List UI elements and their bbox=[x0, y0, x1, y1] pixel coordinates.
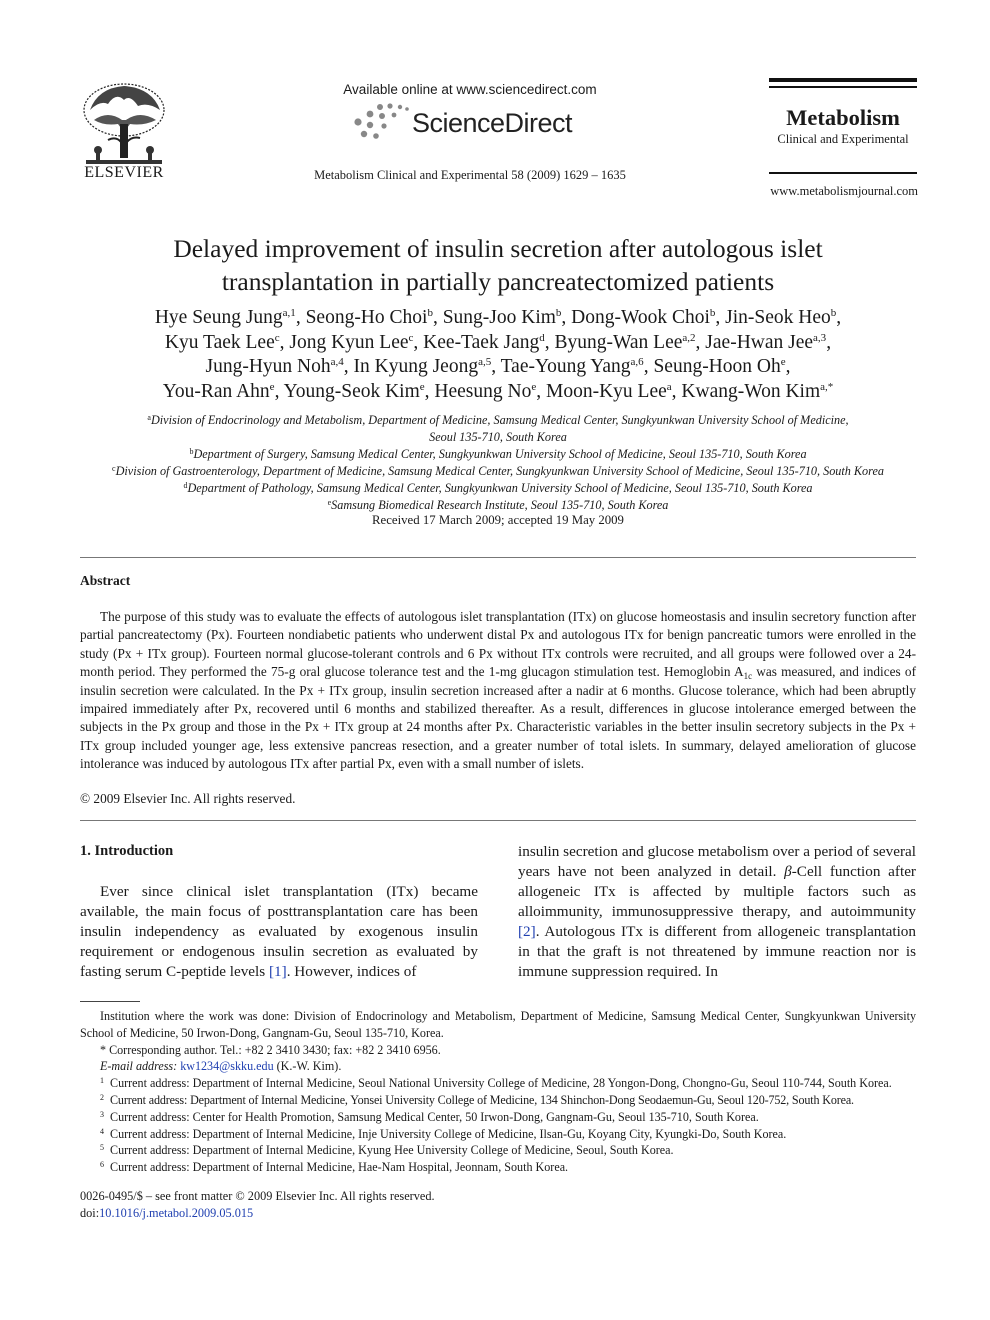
doi-link[interactable]: 10.1016/j.metabol.2009.05.015 bbox=[99, 1206, 254, 1220]
received-dates: Received 17 March 2009; accepted 19 May 2009 bbox=[372, 513, 624, 527]
affiliation: $^b$Department of Surgery, Samsung Medical Center, Sungkyunkwan University School of Medicine, Seoul 135-710, South Korea bbox=[189, 447, 807, 461]
journal-citation: Metabolism Clinical and Experimental 58 (2009) 1629 – 1635 bbox=[314, 168, 626, 182]
reference-link[interactable]: [2] bbox=[518, 923, 536, 940]
author-affil-mark: a,6 bbox=[630, 356, 644, 368]
author-name: Seung-Hoon Oh bbox=[653, 356, 781, 377]
footnotes bbox=[80, 1008, 916, 1176]
author-name: Dong-Wook Choi bbox=[571, 307, 710, 328]
author-affil-mark: a,4 bbox=[330, 356, 344, 368]
affiliation: $^e$Samsung Biomedical Research Institute, Seoul 135-710, South Korea bbox=[327, 498, 669, 512]
author-affil-mark: e bbox=[269, 380, 275, 393]
author-name: Young-Seok Kim bbox=[283, 380, 420, 402]
journal-subtitle: Clinical and Experimental bbox=[777, 132, 909, 146]
body-column-right: insulin secretion and glucose metabolism over a period of several years have not been analyzed in detail. β-Cell function after allogeneic ITx is affected by multiple factors such as alloimmunity, immunosuppressive therapy, and autoimmunity [2]. Autologous ITx is different from allogeneic transplantation in that the graft is not threatened by immune reaction nor is immune suppression required. In bbox=[518, 843, 916, 980]
author-affil-mark: b bbox=[427, 307, 433, 319]
author-affil-mark: e bbox=[419, 380, 425, 393]
masthead-rule bbox=[769, 78, 917, 82]
author-affil-mark: a,3 bbox=[813, 331, 827, 344]
masthead-rule bbox=[769, 172, 917, 174]
masthead-rule bbox=[769, 86, 917, 88]
affiliation: Seoul 135-710, South Korea bbox=[429, 430, 567, 444]
author-name: Kyu Taek Lee bbox=[164, 331, 275, 353]
affiliation: $^c$Division of Gastroenterology, Department of Medicine, Samsung Medical Center, Sungkyunkwan University School of Medicine, Seoul 135-710, South Korea bbox=[112, 464, 884, 478]
author-line: Hye Seung Jung$^{a,1}$, Seong-Ho Choi$^b$, Sung-Joo Kim$^b$, Dong-Wook Choi$^b$, Jin-Seok Heo$^b$, bbox=[154, 307, 842, 328]
author-line: Kyu Taek Lee$^c$, Jong Kyun Lee$^c$, Kee-Taek Jang$^d$, Byung-Wan Lee$^{a,2}$, Jae-Hwan Jee$^{a,3}$, bbox=[164, 331, 832, 353]
section-divider bbox=[80, 820, 916, 821]
footnote-corresponding: * Corresponding author. Tel.: +82 2 3410 3430; fax: +82 2 3410 6956. bbox=[100, 1042, 441, 1057]
footnote-email: E-mail address: kw1234@skku.edu (K.-W. Kim). bbox=[100, 1059, 342, 1074]
author-name: Seong-Ho Choi bbox=[305, 307, 428, 328]
author-name: Heesung No bbox=[434, 380, 532, 402]
author-name: In Kyung Jeong bbox=[353, 356, 479, 377]
email-link[interactable]: kw1234@skku.edu bbox=[180, 1059, 274, 1074]
footnote-current-address: $^5$ Current address: Department of Internal Medicine, Kyung Hee University College of Medicine, Seoul, South Korea. bbox=[100, 1143, 674, 1158]
author-list bbox=[80, 306, 916, 404]
footnote-rule bbox=[80, 1001, 140, 1002]
author-name: Kee-Taek Jang bbox=[423, 331, 540, 353]
author-affil-mark: c bbox=[408, 331, 414, 344]
affiliation: $^a$Division of Endocrinology and Metabolism, Department of Medicine, Samsung Medical Center, Sungkyunkwan University School of Medicine, bbox=[147, 413, 849, 427]
author-name: Tae-Young Yang bbox=[500, 356, 631, 377]
title-line: transplantation in partially pancreatectomized patients bbox=[221, 267, 775, 296]
author-affil-mark: d bbox=[539, 331, 545, 344]
publisher-name: ELSEVIER bbox=[84, 164, 164, 181]
author-affil-mark: b bbox=[709, 307, 716, 319]
author-name: Kwang-Won Kim bbox=[681, 380, 821, 402]
article-title bbox=[80, 232, 916, 298]
section-heading: 1. Introduction bbox=[80, 843, 174, 859]
author-name: You-Ran Ahn bbox=[162, 380, 270, 402]
author-affil-mark: c bbox=[274, 331, 280, 344]
author-name: Jong Kyun Lee bbox=[289, 331, 409, 353]
author-affil-mark: a,1 bbox=[282, 307, 296, 319]
footnote-current-address: $^2$ Current address: Department of Internal Medicine, Yonsei University College of Medicine, 134 Shinchon-Dong Seodaemun-Gu, Seoul 120-752, South Korea. bbox=[100, 1092, 854, 1107]
author-affil-mark: b bbox=[830, 307, 837, 319]
journal-url[interactable]: www.metabolismjournal.com bbox=[770, 184, 918, 198]
author-line: You-Ran Ahn$^e$, Young-Seok Kim$^e$, Heesung No$^e$, Moon-Kyu Lee$^a$, Kwang-Won Kim$^{a,*}$ bbox=[162, 380, 834, 402]
journal-title: Metabolism bbox=[786, 105, 900, 130]
footnote-current-address: $^1$ Current address: Department of Internal Medicine, Seoul National University College of Medicine, 28 Yongon-Dong, Chongno-Gu, Seoul 110-744, South Korea. bbox=[100, 1076, 892, 1091]
sciencedirect-wordmark: ScienceDirect bbox=[412, 108, 573, 138]
author-name: Sung-Joo Kim bbox=[442, 307, 556, 328]
footnote-current-address: $^4$ Current address: Department of Internal Medicine, Inje University College of Medicine, Ilsan-Gu, Koyang City, Kyungki-Do, South Korea. bbox=[100, 1126, 787, 1141]
sciencedirect-dots-icon bbox=[350, 102, 410, 142]
footnote-institution: Institution where the work was done: Division of Endocrinology and Metabolism, Department of Medicine, Samsung Medical Center, Sungkyunkwan University School of Medicine, 50 Irwon-Dong, Gangnam-Gu, Seoul 135-710, Korea. bbox=[80, 1009, 916, 1040]
body-column-left: Ever since clinical islet transplantation (ITx) became available, the main focus of posttransplantation care has been insulin independency as evaluated by exogenous insulin requirement or endogenous insulin secretion as evaluated by fasting serum C-peptide levels [1]. However, indices of bbox=[80, 883, 478, 980]
issn-line: 0026-0495/$ – see front matter © 2009 Elsevier Inc. All rights reserved. bbox=[80, 1189, 435, 1203]
author-name: Jae-Hwan Jee bbox=[705, 331, 814, 353]
footnote-current-address: $^3$ Current address: Center for Health Promotion, Samsung Medical Center, 50 Irwon-Dong, Gangnam-Gu, Seoul 135-710, South Korea. bbox=[100, 1109, 759, 1124]
imprint bbox=[80, 1188, 435, 1222]
abstract-heading: Abstract bbox=[80, 573, 131, 588]
author-affil-mark: b bbox=[555, 307, 562, 319]
author-affil-mark: e bbox=[780, 356, 786, 368]
author-name: Moon-Kyu Lee bbox=[546, 380, 667, 402]
affiliation: $^d$Department of Pathology, Samsung Medical Center, Sungkyunkwan University School of Medicine, Seoul 135-710, South Korea bbox=[183, 481, 813, 495]
footnote-current-address: $^6$ Current address: Department of Internal Medicine, Hae-Nam Hospital, Jeonnam, South Korea. bbox=[100, 1160, 569, 1175]
author-affil-mark: e bbox=[531, 380, 537, 393]
section-divider bbox=[80, 557, 916, 558]
sciencedirect-logo bbox=[350, 100, 610, 146]
author-affil-mark: a,* bbox=[820, 380, 834, 393]
author-name: Byung-Wan Lee bbox=[554, 331, 683, 353]
author-name: Jung-Hyun Noh bbox=[205, 356, 331, 377]
doi-line: doi:10.1016/j.metabol.2009.05.015 bbox=[80, 1206, 254, 1220]
available-online-text[interactable]: Available online at www.sciencedirect.com bbox=[343, 82, 597, 97]
abstract-body: The purpose of this study was to evaluate the effects of autologous islet transplantation (ITx) on glucose homeostasis and insulin secretory function after partial pancreatectomy (Px). Fourteen nondiabetic patients who underwent distal Px and autologous ITx for benign pancreatic tumors were enrolled in the study (Px + ITx group). Fourteen normal glucose-tolerant controls and 6 Px without ITx controls were recruited, and all groups were followed over a 24-month period. They performed the 75-g oral glucose tolerance test and the 1-mg glucagon stimulation test. Hemoglobin $A_{1c}$ was measured, and indices of insulin secretion were calculated. In the Px + ITx group, insulin secretion increased after a nadir at 6 months. Glucose tolerance, which had been abruptly impaired immediately after Px, recovered until 6 months and stabilized thereafter. As a result, differences in glucose intolerance emerged between the subjects in the Px group and those in the Px + ITx group at 24 months after Px. Characteristic variables in the better insulin secretory subjects in the Px + ITx group included younger age, less extensive pancreas resection, and a greater number of total islets. In summary, delayed amelioration of glucose intolerance was induced by autologous ITx after partial Px, even with a small number of islets. bbox=[80, 609, 917, 772]
affiliation-list bbox=[76, 412, 920, 514]
author-affil-mark: a,5 bbox=[478, 356, 492, 368]
reference-link[interactable]: [1] bbox=[268, 963, 287, 980]
author-affil-mark: a bbox=[666, 380, 672, 393]
author-affil-mark: a,2 bbox=[682, 331, 696, 344]
author-name: Jin-Seok Heo bbox=[725, 307, 831, 328]
title-line: Delayed improvement of insulin secretion after autologous islet bbox=[173, 234, 823, 263]
author-line: Jung-Hyun Noh$^{a,4}$, In Kyung Jeong$^{a,5}$, Tae-Young Yang$^{a,6}$, Seung-Hoon Oh$^e$, bbox=[205, 356, 791, 377]
author-name: Hye Seung Jung bbox=[154, 307, 283, 328]
copyright-notice: © 2009 Elsevier Inc. All rights reserved. bbox=[80, 791, 296, 806]
